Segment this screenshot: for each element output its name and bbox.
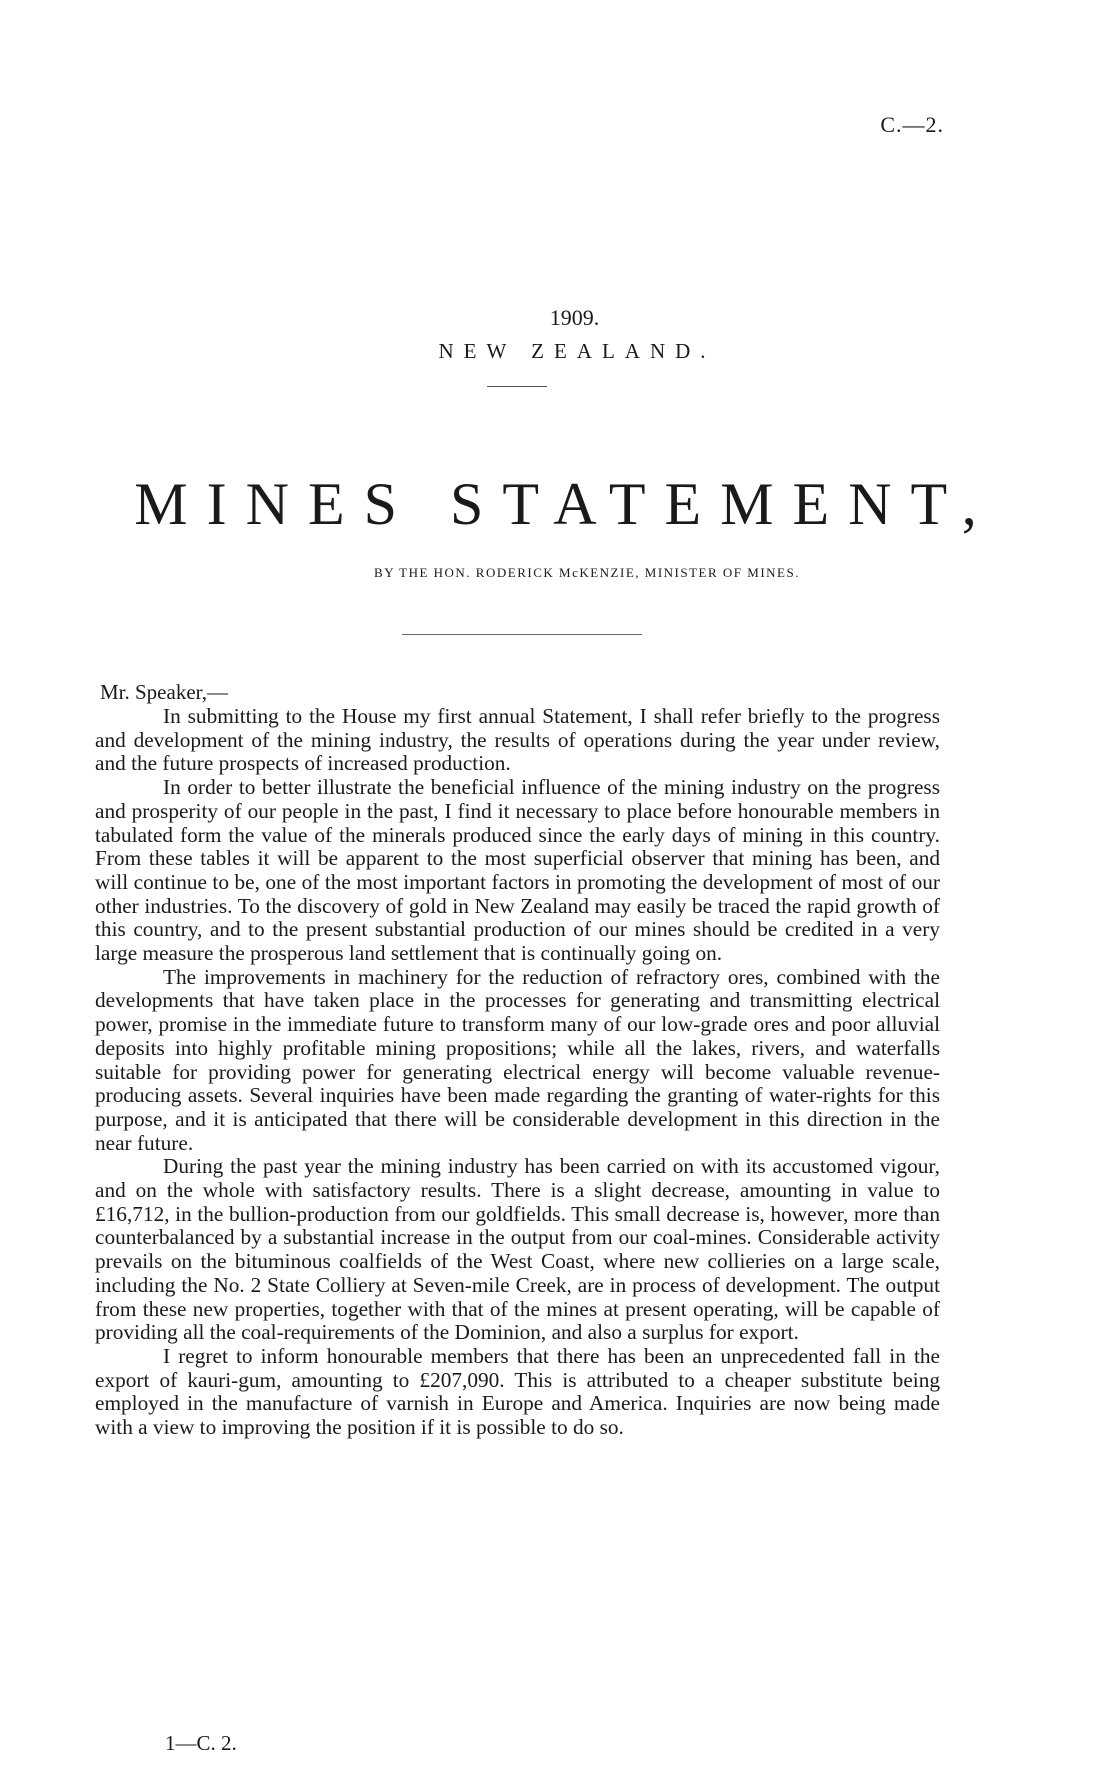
paragraph: In submitting to the House my first annual Statement, I shall refer briefly to the progress and development of the mining industry, the results of operations during the year under review, and the future prospects of increased production. bbox=[95, 704, 940, 776]
paragraph: In order to better illustrate the beneficial influence of the mining industry on the progress and prosperity of our people in the past, I find it necessary to place before honourable members in tabulated form the value of the minerals produced since the early days of mining in this country. From these tables it will be apparent to the most superficial observer that mining has been, and will continue to be, one of the most important factors in promoting the development of most of our other industries. To the discovery of gold in New Zealand may easily be traced the rapid growth of this country, and to the present substantial production of our mines should be credited in a very large measure the prosperous land settlement that is continually going on. bbox=[95, 775, 940, 966]
salutation: Mr. Speaker,— bbox=[100, 680, 229, 704]
paragraph: I regret to inform honourable members that there has been an unprecedented fall in the export of kauri-gum, amounting to £207,090. This is attributed to a cheaper substitute being employed in the manufacture of varnish in Europe and America. Inquiries are now being made with a view to improving the position if it is possible to do so. bbox=[95, 1343, 940, 1440]
page-reference: C.—2. bbox=[880, 112, 944, 137]
page-signature: 1—C. 2. bbox=[165, 1731, 237, 1755]
document-byline: BY THE HON. RODERICK McKENZIE, MINISTER OF MINES. bbox=[374, 565, 800, 580]
short-rule-divider bbox=[487, 386, 547, 387]
long-rule-divider bbox=[402, 634, 642, 635]
document-title: MINES STATEMENT, bbox=[134, 471, 996, 537]
paragraph: During the past year the mining industry has been carried on with its accustomed vigour, and on the whole with satisfactory results. There is a slight decrease, amounting in value to £16,712, in the bullion-production from our goldfields. This small decrease is, however, more than counterbalanced by a substantial increase in the output from our coal-mines. Considerable activity prevails on the bituminous coalfields of the West Coast, where new collieries on a large scale, including the No. 2 State Colliery at Seven-mile Creek, are in process of development. The output from these new properties, together with that of the mines at present operating, will be capable of providing all the coal-requirements of the Dominion, and also a surplus for export. bbox=[95, 1154, 940, 1345]
document-year: 1909. bbox=[549, 305, 600, 330]
paragraph: The improvements in machinery for the reduction of refractory ores, combined with the developments that have taken place in the processes for generating and transmitting electrical power, promise in the immediate future to transform many of our low-grade ores and poor alluvial deposits into highly profitable mining propositions; while all the lakes, rivers, and waterfalls suitable for providing power for generating electrical energy will become valuable revenue-producing assets. Several inquiries have been made regarding the granting of water-rights for this purpose, and it is anticipated that there will be considerable development in this direction in the near future. bbox=[95, 964, 940, 1155]
body-text bbox=[95, 705, 940, 1440]
document-country: NEW ZEALAND. bbox=[438, 339, 716, 363]
